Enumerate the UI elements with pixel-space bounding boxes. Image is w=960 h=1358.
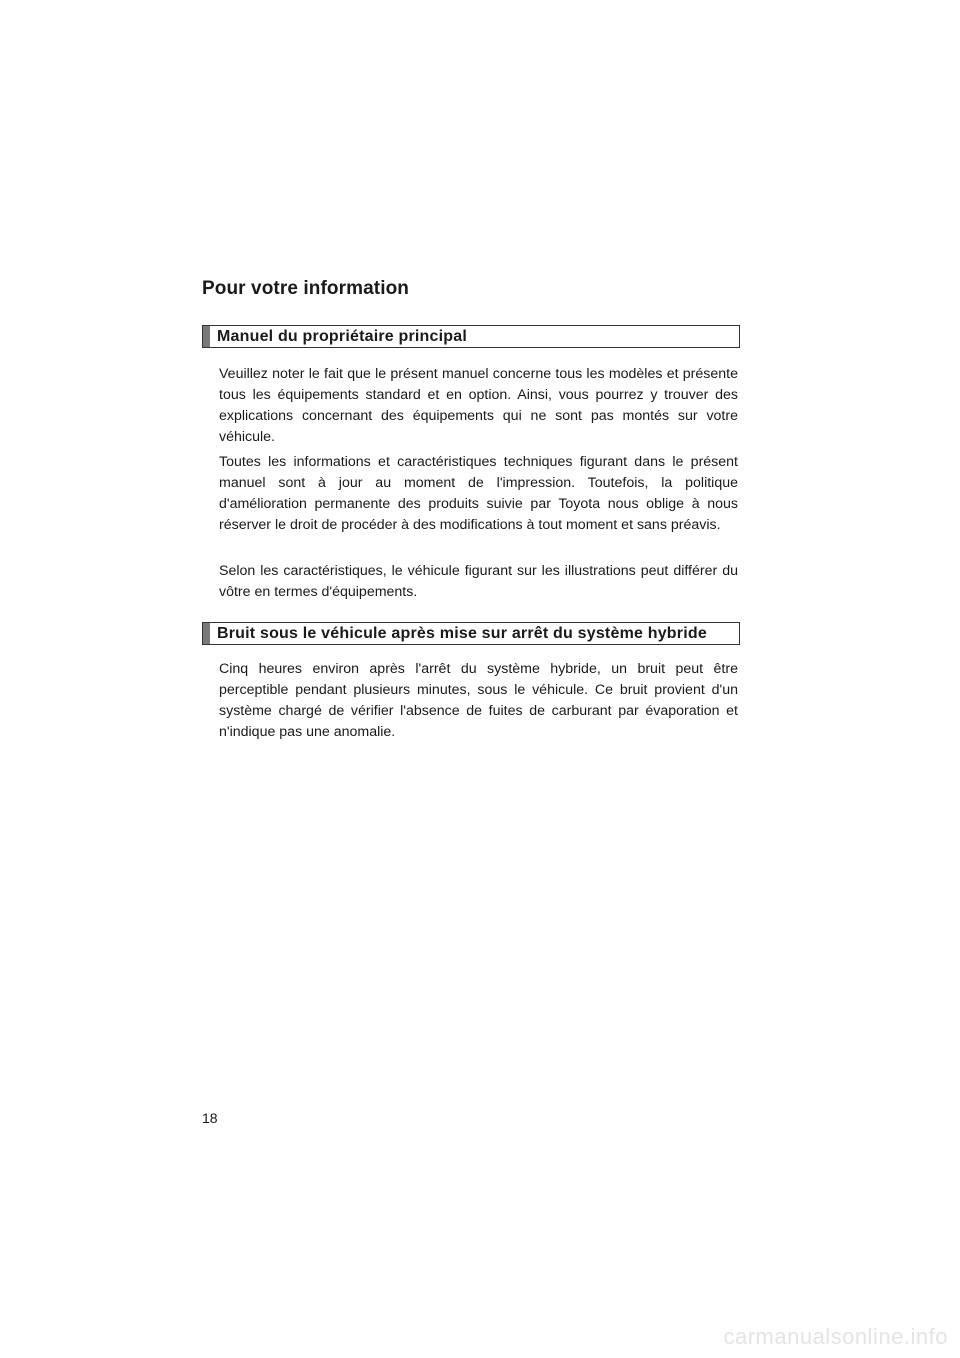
page-number: 18 <box>202 1110 218 1126</box>
page-title: Pour votre information <box>202 278 409 299</box>
heading-bar <box>203 326 210 347</box>
section-heading-text: Manuel du propriétaire principal <box>217 327 467 345</box>
section-heading-hybrid-noise <box>202 622 740 645</box>
watermark: carmanualsonline.info <box>723 1324 948 1349</box>
paragraph: Veuillez noter le fait que le présent manuel concerne tous les modèles et présente tous les équipements standard et en option. Ainsi, vous pourrez y trouver des explications concernant des équipements qui ne sont pas montés sur votre véhicule. <box>219 366 738 445</box>
heading-bar <box>203 623 210 644</box>
paragraph: Toutes les informations et caractéristiques techniques figurant dans le présent manuel sont à jour au moment de l'impression. Toutefois, la politique d'amélioration permanente des produits suivie par Toyota nous oblige à nous réserver le droit de procéder à des modifications à tout moment et sans préavis. <box>219 454 738 533</box>
section-heading-text: Bruit sous le véhicule après mise sur arrêt du système hybride <box>217 624 707 642</box>
paragraph: Selon les caractéristiques, le véhicule figurant sur les illustrations peut différer du vôtre en termes d'équipements. <box>219 563 738 600</box>
paragraph: Cinq heures environ après l'arrêt du système hybride, un bruit peut être perceptible pendant plusieurs minutes, sous le véhicule. Ce bruit provient d'un système chargé de vérifier l'absence de fuites de carburant par évaporation et n'indique pas une anomalie. <box>219 661 738 740</box>
section-heading-main-manual <box>202 325 740 348</box>
